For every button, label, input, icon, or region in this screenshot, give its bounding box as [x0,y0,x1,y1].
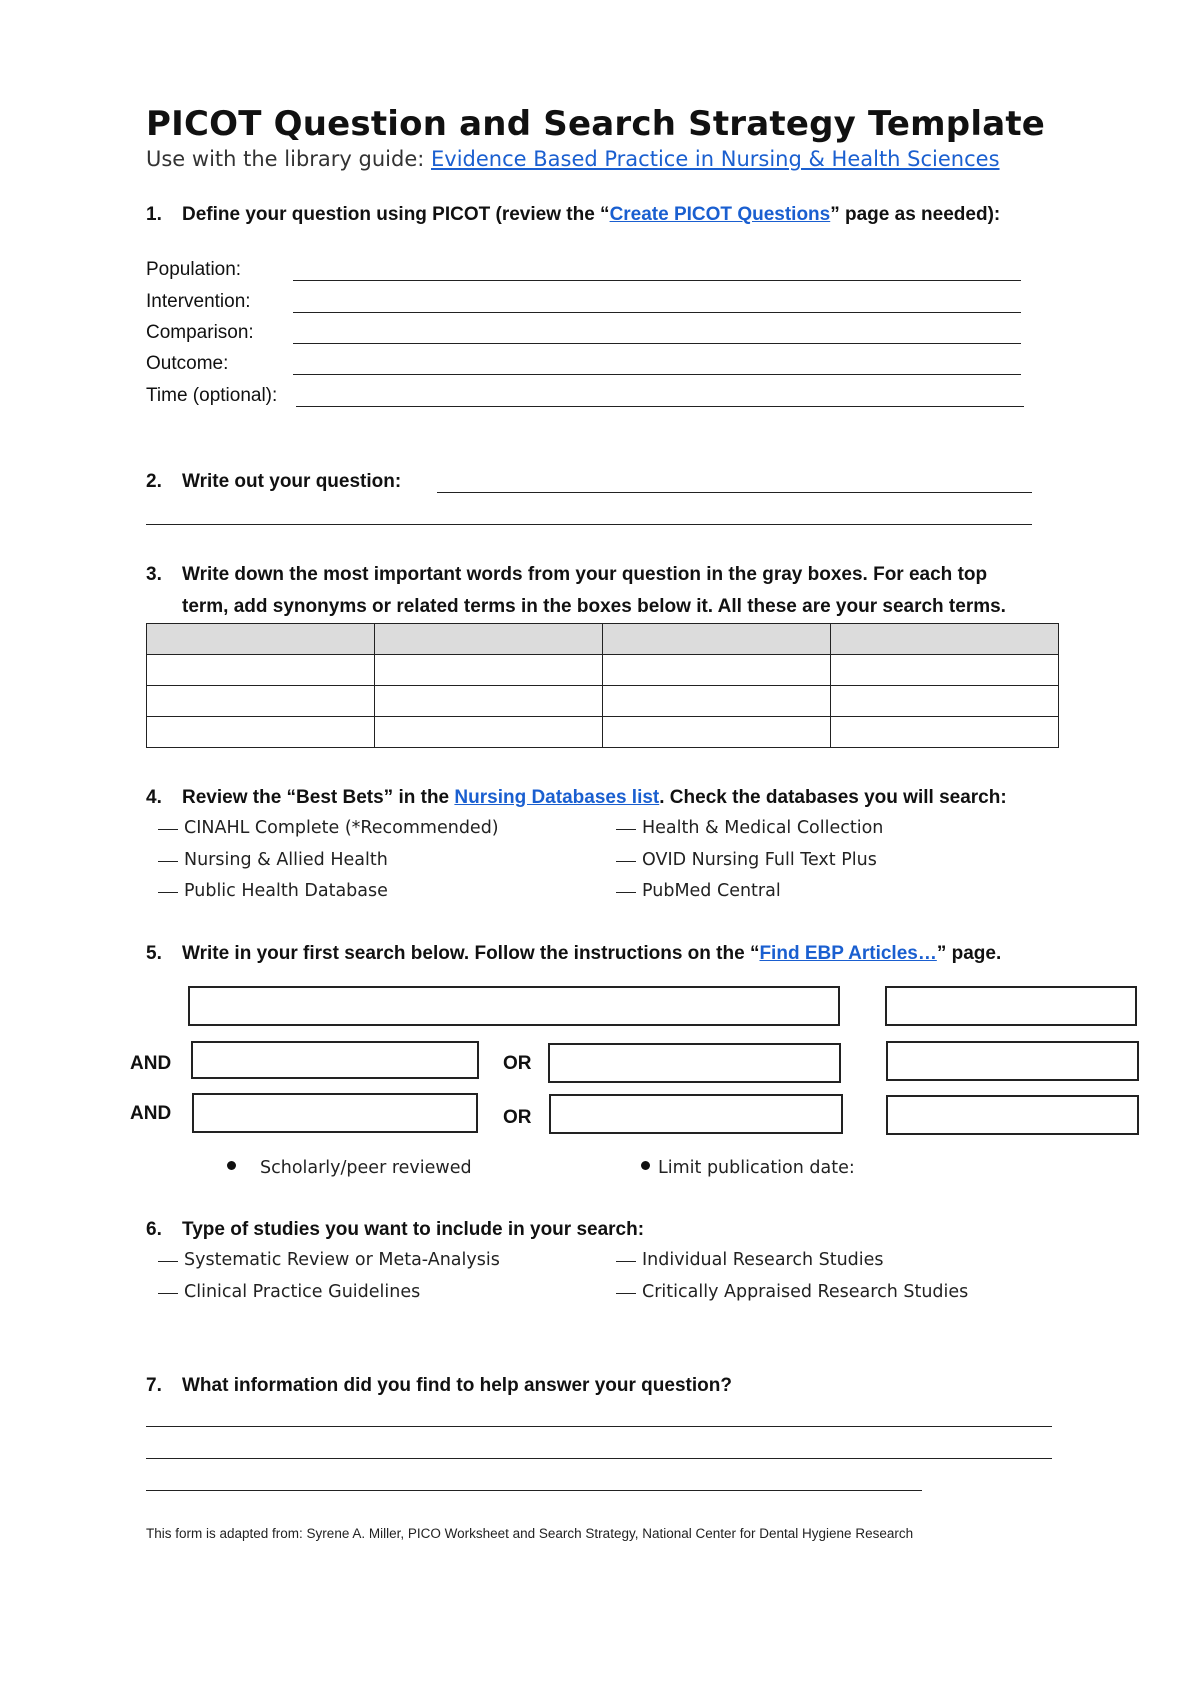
table-row [147,686,1059,717]
comparison-field[interactable] [293,343,1021,344]
question-4 [146,787,1007,809]
search-box-limit-3[interactable] [886,1095,1139,1135]
database-option[interactable] [158,881,388,901]
top-term-cell[interactable] [603,624,831,655]
synonym-cell[interactable] [375,655,603,686]
limit-date-label: Limit publication date: [658,1158,855,1178]
study-type-label: Individual Research Studies [642,1250,884,1270]
search-box-limit-1[interactable] [885,986,1137,1026]
question-7-text: What information did you find to help answer your question? [182,1375,732,1396]
subtitle [146,147,1000,171]
and-operator-1: AND [130,1053,172,1074]
intervention-label: Intervention: [146,291,251,312]
study-type-label: Critically Appraised Research Studies [642,1282,969,1302]
create-picot-link[interactable]: Create PICOT Questions [609,204,831,225]
outcome-label: Outcome: [146,353,229,374]
population-label: Population: [146,259,242,280]
outcome-field[interactable] [293,374,1021,375]
database-label: Health & Medical Collection [642,818,884,838]
database-option[interactable] [158,818,499,838]
study-type-label: Clinical Practice Guidelines [184,1282,421,1302]
bullet-icon [227,1161,236,1170]
database-option[interactable] [616,850,877,870]
question-field-line-2[interactable] [146,524,1032,525]
top-term-cell[interactable] [375,624,603,655]
question-3-line-1: Write down the most important words from your question in the gray boxes. For each top [182,564,988,585]
question-4-number: 4. [146,787,162,808]
checkbox-blank[interactable] [158,829,178,830]
population-field[interactable] [293,280,1021,281]
library-guide-link[interactable]: Evidence Based Practice in Nursing & Health Sciences [431,147,1000,171]
or-operator-2: OR [503,1107,532,1128]
question-2-number: 2. [146,471,162,492]
question-7-number: 7. [146,1375,162,1396]
find-ebp-articles-link[interactable]: Find EBP Articles… [759,943,937,964]
question-5-suffix: ” page. [936,943,1002,964]
synonym-cell[interactable] [603,686,831,717]
question-3-number: 3. [146,564,162,585]
question-2-text: Write out your question: [182,471,402,492]
database-option[interactable] [616,881,781,901]
answer-line-1[interactable] [146,1426,1052,1427]
synonym-cell[interactable] [831,655,1059,686]
limit-date-option[interactable] [641,1158,855,1178]
question-1-suffix: ” page as needed): [830,204,1001,225]
checkbox-blank[interactable] [616,892,636,893]
answer-line-2[interactable] [146,1458,1052,1459]
question-3 [146,564,987,586]
search-box-limit-2[interactable] [886,1041,1139,1081]
checkbox-blank[interactable] [158,861,178,862]
study-type-option[interactable] [158,1282,420,1302]
question-2 [146,471,401,493]
synonym-cell[interactable] [603,717,831,748]
question-5-number: 5. [146,943,162,964]
top-term-cell[interactable] [831,624,1059,655]
synonym-cell[interactable] [147,686,375,717]
checkbox-blank[interactable] [616,829,636,830]
study-type-label: Systematic Review or Meta-Analysis [184,1250,500,1270]
search-box-and-2[interactable] [192,1093,478,1133]
synonym-cell[interactable] [147,717,375,748]
question-1-number: 1. [146,204,162,225]
database-option[interactable] [158,850,388,870]
scholarly-option[interactable] [227,1158,472,1178]
nursing-databases-link[interactable]: Nursing Databases list [454,787,660,808]
intervention-field[interactable] [293,312,1021,313]
database-label: Nursing & Allied Health [184,850,388,870]
synonym-cell[interactable] [375,717,603,748]
synonym-cell[interactable] [603,655,831,686]
synonym-cell[interactable] [375,686,603,717]
search-terms-table [146,623,1059,748]
database-option[interactable] [616,818,883,838]
checkbox-blank[interactable] [616,1261,636,1262]
question-6-text: Type of studies you want to include in your search: [182,1219,645,1240]
question-5 [146,943,1001,965]
checkbox-blank[interactable] [158,1293,178,1294]
checkbox-blank[interactable] [616,861,636,862]
search-box-and-1[interactable] [191,1041,479,1079]
question-3-line-2: term, add synonyms or related terms in the boxes below it. All these are your search terms. [182,596,1006,617]
question-1-text: Define your question using PICOT (review the “ [182,204,610,225]
search-box-or-1[interactable] [548,1043,841,1083]
question-7 [146,1375,732,1397]
synonym-cell[interactable] [831,686,1059,717]
checkbox-blank[interactable] [616,1293,636,1294]
and-operator-2: AND [130,1103,172,1124]
question-4-text: Review the “Best Bets” in the [182,787,455,808]
synonym-cell[interactable] [831,717,1059,748]
page-title: PICOT Question and Search Strategy Template [146,104,1046,144]
synonym-cell[interactable] [147,655,375,686]
checkbox-blank[interactable] [158,1261,178,1262]
database-label: PubMed Central [642,881,781,901]
time-label: Time (optional): [146,385,278,406]
question-1 [146,204,1000,226]
top-term-cell[interactable] [147,624,375,655]
comparison-label: Comparison: [146,322,254,343]
bullet-icon [641,1161,650,1170]
time-field[interactable] [296,406,1024,407]
table-row [147,717,1059,748]
footer-note: This form is adapted from: Syrene A. Miller, PICO Worksheet and Search Strategy, National Center for Dental Hygiene Research [146,1526,914,1541]
subtitle-prefix: Use with the library guide: [146,147,431,171]
question-6-number: 6. [146,1219,162,1240]
database-label: Public Health Database [184,881,388,901]
database-label: OVID Nursing Full Text Plus [642,850,877,870]
search-box-main[interactable] [188,986,840,1026]
study-type-option[interactable] [616,1250,884,1270]
table-row [147,655,1059,686]
question-5-text: Write in your first search below. Follow the instructions on the “ [182,943,760,964]
study-type-option[interactable] [158,1250,500,1270]
or-operator-1: OR [503,1053,532,1074]
table-row [147,624,1059,655]
search-box-or-2[interactable] [549,1094,843,1134]
study-type-option[interactable] [616,1282,968,1302]
scholarly-label: Scholarly/peer reviewed [260,1158,472,1178]
checkbox-blank[interactable] [158,892,178,893]
database-label: CINAHL Complete (*Recommended) [184,818,499,838]
question-6 [146,1219,644,1241]
question-field-line-1[interactable] [437,492,1032,493]
question-4-suffix: . Check the databases you will search: [659,787,1007,808]
answer-line-3[interactable] [146,1490,922,1491]
